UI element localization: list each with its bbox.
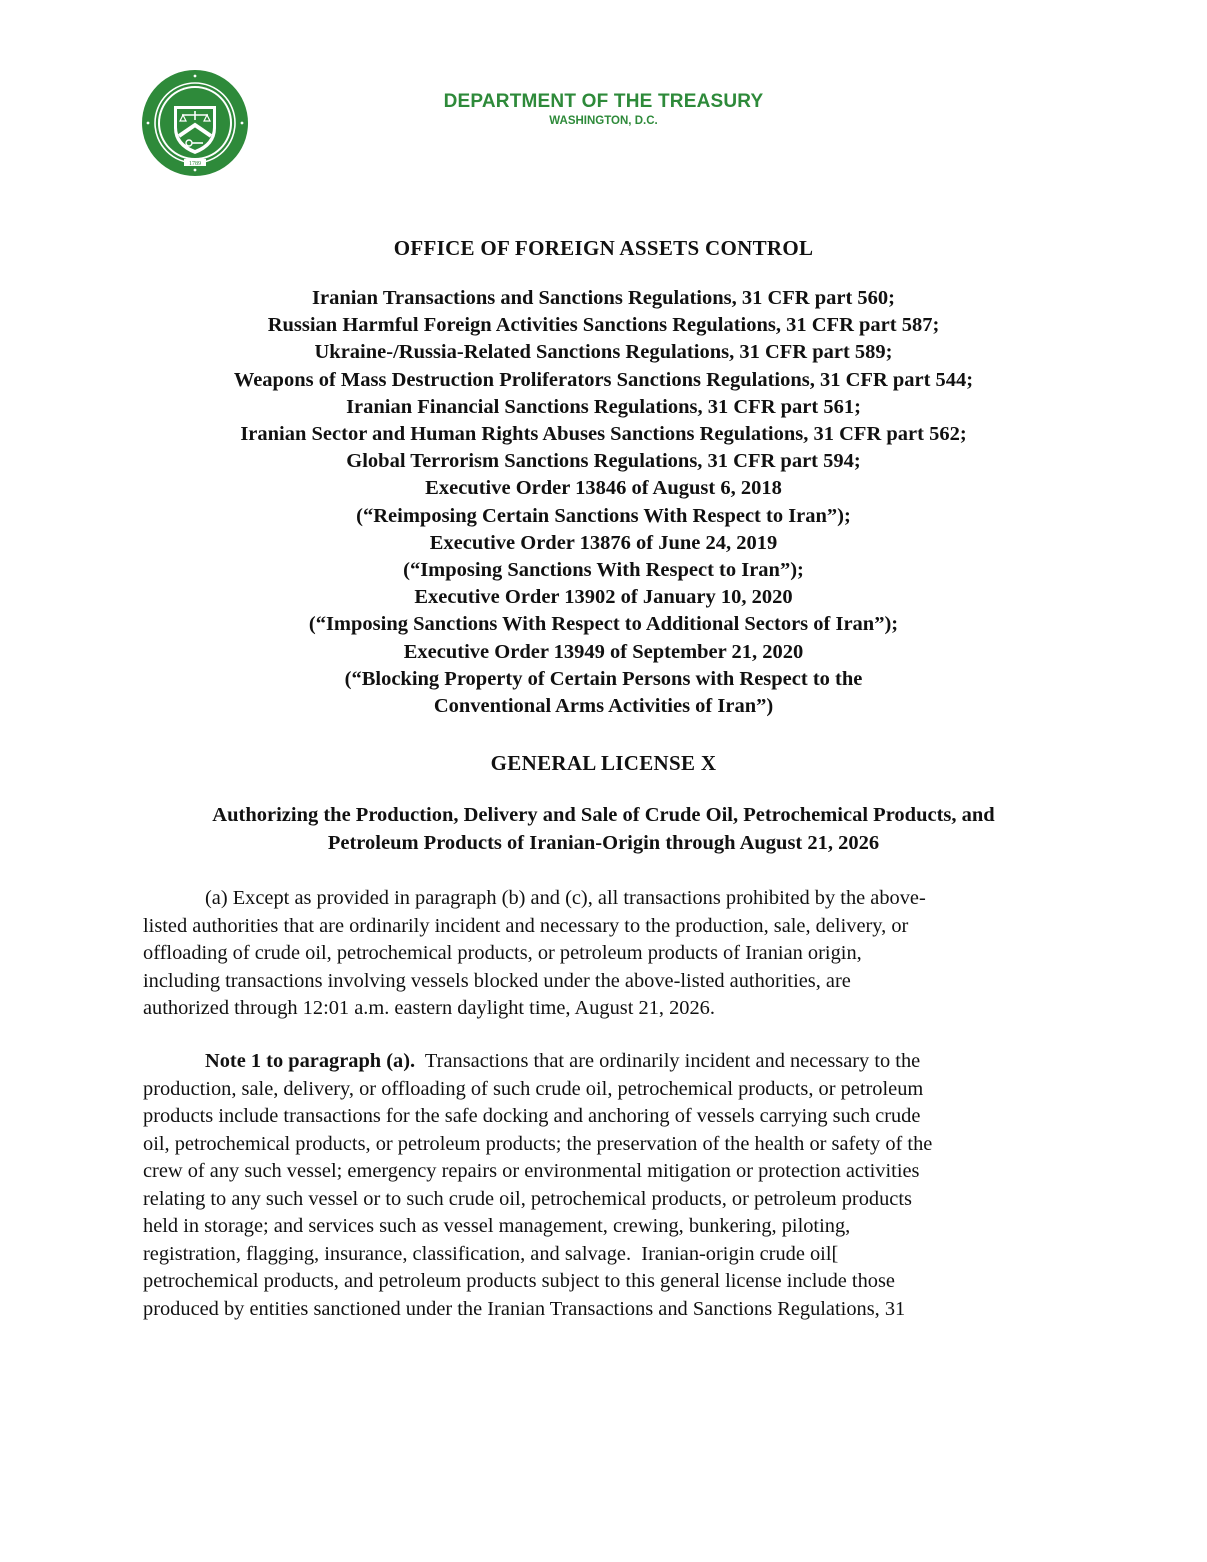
authority-line: Weapons of Mass Destruction Proliferators Sanctions Regulations, 31 CFR part 544; <box>233 368 974 391</box>
authorities-list <box>0 285 1207 720</box>
note-1 <box>143 1048 1063 1323</box>
license-subtitle <box>0 802 1207 857</box>
svg-text:1789: 1789 <box>189 161 201 167</box>
authority-line: (“Blocking Property of Certain Persons with Respect to the <box>344 667 863 690</box>
paragraph-line: listed authorities that are ordinarily incident and necessary to the production, sale, delivery, or <box>143 914 909 937</box>
note-line: products include transactions for the safe docking and anchoring of vessels carrying such crude <box>143 1105 921 1127</box>
license-subtitle-line: Petroleum Products of Iranian-Origin through August 21, 2026 <box>327 831 880 854</box>
authority-line: Executive Order 13846 of August 6, 2018 <box>425 477 782 500</box>
note-line: crew of any such vessel; emergency repairs or environmental mitigation or protection activities <box>143 1160 920 1182</box>
letterhead <box>0 92 1207 128</box>
paragraph-line: including transactions involving vessels blocked under the above-listed authorities, are <box>143 969 851 992</box>
authority-line: Russian Harmful Foreign Activities Sanctions Regulations, 31 CFR part 587; <box>267 314 940 337</box>
authority-line: (“Reimposing Certain Sanctions With Respect to Iran”); <box>356 504 851 527</box>
authority-line: Iranian Financial Sanctions Regulations, 31 CFR part 561; <box>346 395 861 418</box>
authority-line: Executive Order 13902 of January 10, 2020 <box>414 586 793 609</box>
note-line: production, sale, delivery, or offloading of such crude oil, petrochemical products, or petroleum <box>143 1077 924 1100</box>
license-title: GENERAL LICENSE X <box>490 751 717 775</box>
note-line: relating to any such vessel or to such crude oil, petrochemical products, or petroleum products <box>143 1187 912 1210</box>
note-line: held in storage; and services such as vessel management, crewing, bunkering, piloting, <box>143 1215 851 1237</box>
note-lead: Note 1 to paragraph (a). <box>205 1050 416 1072</box>
authority-line: Executive Order 13876 of June 24, 2019 <box>429 531 778 554</box>
department-city: WASHINGTON, D.C. <box>549 115 658 127</box>
paragraph-line: authorized through 12:01 a.m. eastern daylight time, August 21, 2026. <box>143 997 715 1019</box>
note-first-line-text: Transactions that are ordinarily incident and necessary to the <box>415 1050 921 1072</box>
authority-line: (“Imposing Sanctions With Respect to Iran”); <box>403 559 804 582</box>
note-line: registration, flagging, insurance, classification, and salvage. Iranian-origin crude oil[ <box>143 1242 839 1265</box>
office-title: OFFICE OF FOREIGN ASSETS CONTROL <box>393 236 814 260</box>
authority-line: Iranian Sector and Human Rights Abuses Sanctions Regulations, 31 CFR part 562; <box>240 423 967 446</box>
authority-line: Executive Order 13949 of September 21, 2020 <box>403 640 804 663</box>
department-name: DEPARTMENT OF THE TREASURY <box>443 91 764 112</box>
authority-line: Iranian Transactions and Sanctions Regulations, 31 CFR part 560; <box>312 287 895 309</box>
license-subtitle-line: Authorizing the Production, Delivery and Sale of Crude Oil, Petrochemical Products, and <box>212 804 995 826</box>
paragraph-line: offloading of crude oil, petrochemical products, or petroleum products of Iranian origin, <box>143 942 862 964</box>
note-line: petrochemical products, and petroleum products subject to this general license include those <box>143 1270 895 1292</box>
note-line: oil, petrochemical products, or petroleum products; the preservation of the health or safety of the <box>143 1132 933 1155</box>
paragraph-a <box>143 885 1063 1023</box>
note-first-line <box>143 1048 1063 1076</box>
authority-line: Ukraine-/Russia-Related Sanctions Regulations, 31 CFR part 589; <box>314 341 893 364</box>
note-line: produced by entities sanctioned under the Iranian Transactions and Sanctions Regulations, 31 <box>143 1297 906 1320</box>
paragraph-line: (a) Except as provided in paragraph (b) and (c), all transactions prohibited by the above- <box>205 887 926 909</box>
authority-line: Conventional Arms Activities of Iran”) <box>433 695 774 718</box>
authority-line: (“Imposing Sanctions With Respect to Additional Sectors of Iran”); <box>308 613 899 636</box>
authority-line: Global Terrorism Sanctions Regulations, 31 CFR part 594; <box>346 450 861 473</box>
